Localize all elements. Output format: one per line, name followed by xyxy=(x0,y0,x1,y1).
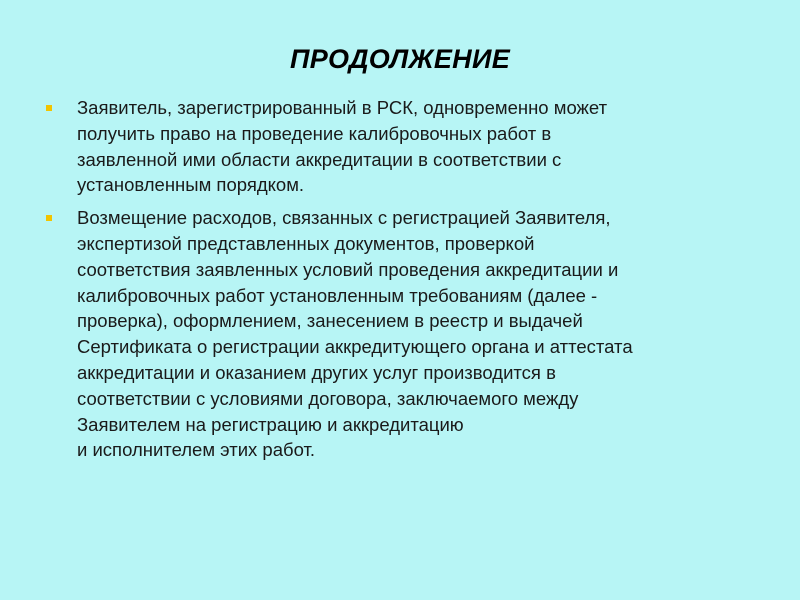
bullet-text-line: соответствия заявленных условий проведения аккредитации и xyxy=(77,258,619,280)
bullet-text-line: и исполнителем этих работ. xyxy=(77,439,316,461)
bullet-text-line: калибровочных работ установленным требованиям (далее - xyxy=(77,284,598,306)
bullet-text-line: заявленной ими области аккредитации в соответствии с xyxy=(77,148,562,170)
bullet-text-line: Заявителем на регистрацию и аккредитацию xyxy=(77,413,464,435)
bullet-list xyxy=(44,95,764,470)
bullet-text-line: соответствии с условиями договора, заключаемого между xyxy=(77,387,579,409)
square-bullet-icon xyxy=(46,215,52,221)
bullet-text-line: Сертификата о регистрации аккредитующего органа и аттестата xyxy=(77,336,633,358)
bullet-text-line: аккредитации и оказанием других услуг производится в xyxy=(77,361,556,383)
bullet-text-line: получить право на проведение калибровочных работ в xyxy=(77,122,552,144)
bullet-text-line: проверка), оформлением, занесением в реестр и выдачей xyxy=(77,310,583,332)
bullet-text-line: Возмещение расходов, связанных с регистрацией Заявителя, xyxy=(77,207,611,229)
square-bullet-icon xyxy=(46,105,52,111)
bullet-item xyxy=(44,205,764,463)
slide-title: ПРОДОЛЖЕНИЕ xyxy=(289,44,511,74)
bullet-text-line: установленным порядком. xyxy=(77,174,305,196)
bullet-text-line: экспертизой представленных документов, проверкой xyxy=(77,232,535,254)
bullet-text-line: Заявитель, зарегистрированный в РСК, одновременно может xyxy=(77,97,608,118)
bullet-item xyxy=(44,95,764,198)
